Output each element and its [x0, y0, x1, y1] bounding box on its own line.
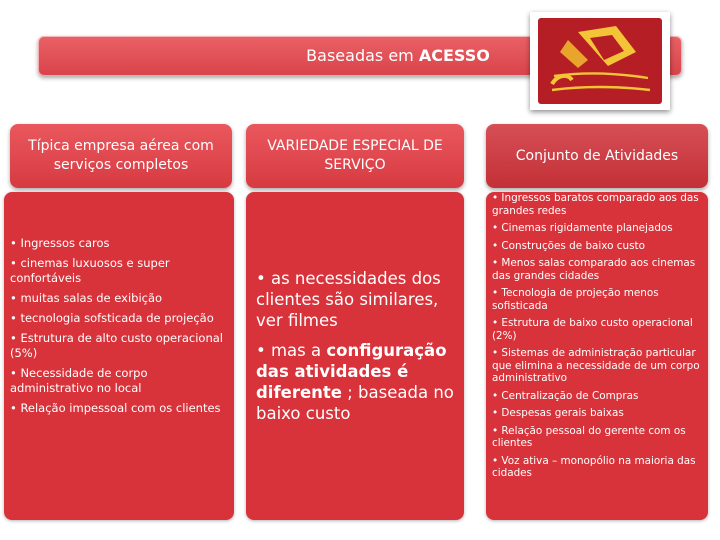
list-item: • Cinemas rigidamente planejados	[492, 222, 673, 234]
list-item: • cinemas luxuosos e super confortáveis	[10, 256, 170, 285]
list-item: • Relação impessoal com os clientes	[10, 401, 221, 415]
list-item: • Construções de baixo custo	[492, 239, 645, 252]
text-segment: ; baseada no baixo custo	[256, 383, 454, 423]
logo-frame	[538, 18, 662, 104]
logo-emblem-icon	[538, 18, 662, 104]
column-header-variety	[246, 124, 464, 188]
list-item: • as necessidades dos clientes são similares, ver filmes	[256, 269, 441, 330]
list-item: • Relação pessoal do gerente com os clientes	[492, 424, 686, 449]
column-header-text: Conjunto de Atividades	[515, 147, 679, 164]
list-item: • Estrutura de alto custo operacional (5%)	[10, 331, 223, 360]
variety-list	[256, 268, 456, 433]
list-item: • Necessidade de corpo administrativo no local	[10, 366, 148, 395]
list-item	[256, 340, 456, 424]
column-header-text: Típica empresa aérea com serviços completos	[28, 138, 214, 173]
content-box-traditional	[4, 192, 234, 520]
text-emphasis: configuração das atividades é diferente	[256, 341, 447, 402]
list-item: • Tecnologia de projeção menos sofisticada	[492, 287, 659, 312]
list-item: • Despesas gerais baixas	[492, 407, 624, 419]
list-item: • Centralização de Compras	[492, 389, 639, 402]
list-item: • Voz ativa – monopólio na maioria das cidades	[492, 454, 696, 479]
list-item: • muitas salas de exibição	[10, 291, 163, 305]
banner-title	[248, 46, 548, 66]
carmike-cinemas-logo	[530, 12, 670, 110]
traditional-list	[10, 236, 226, 421]
list-item: • Ingressos caros	[10, 236, 110, 250]
banner-title-emphasis: ACESSO	[418, 46, 490, 65]
list-item: • Estrutura de baixo custo operacional (2%)	[492, 317, 693, 342]
content-box-variety	[246, 192, 464, 520]
list-item: • Menos salas comparado aos cinemas das grandes cidades	[492, 257, 696, 282]
column-header-text: VARIEDADE ESPECIAL DE SERVIÇO	[267, 138, 443, 173]
content-box-activities	[486, 192, 708, 520]
column-header-activities	[486, 124, 708, 188]
text-segment: • mas a	[256, 341, 327, 360]
column-header-traditional	[10, 124, 232, 188]
list-item: • Ingressos baratos comparado aos das grandes redes	[492, 192, 699, 217]
list-item: • Sistemas de administração particular que elimina a necessidade de um corpo administrativo	[492, 347, 700, 384]
banner-title-prefix: Baseadas em	[306, 46, 419, 65]
activities-list	[492, 192, 704, 485]
list-item: • tecnologia sofsticada de projeção	[10, 311, 214, 325]
